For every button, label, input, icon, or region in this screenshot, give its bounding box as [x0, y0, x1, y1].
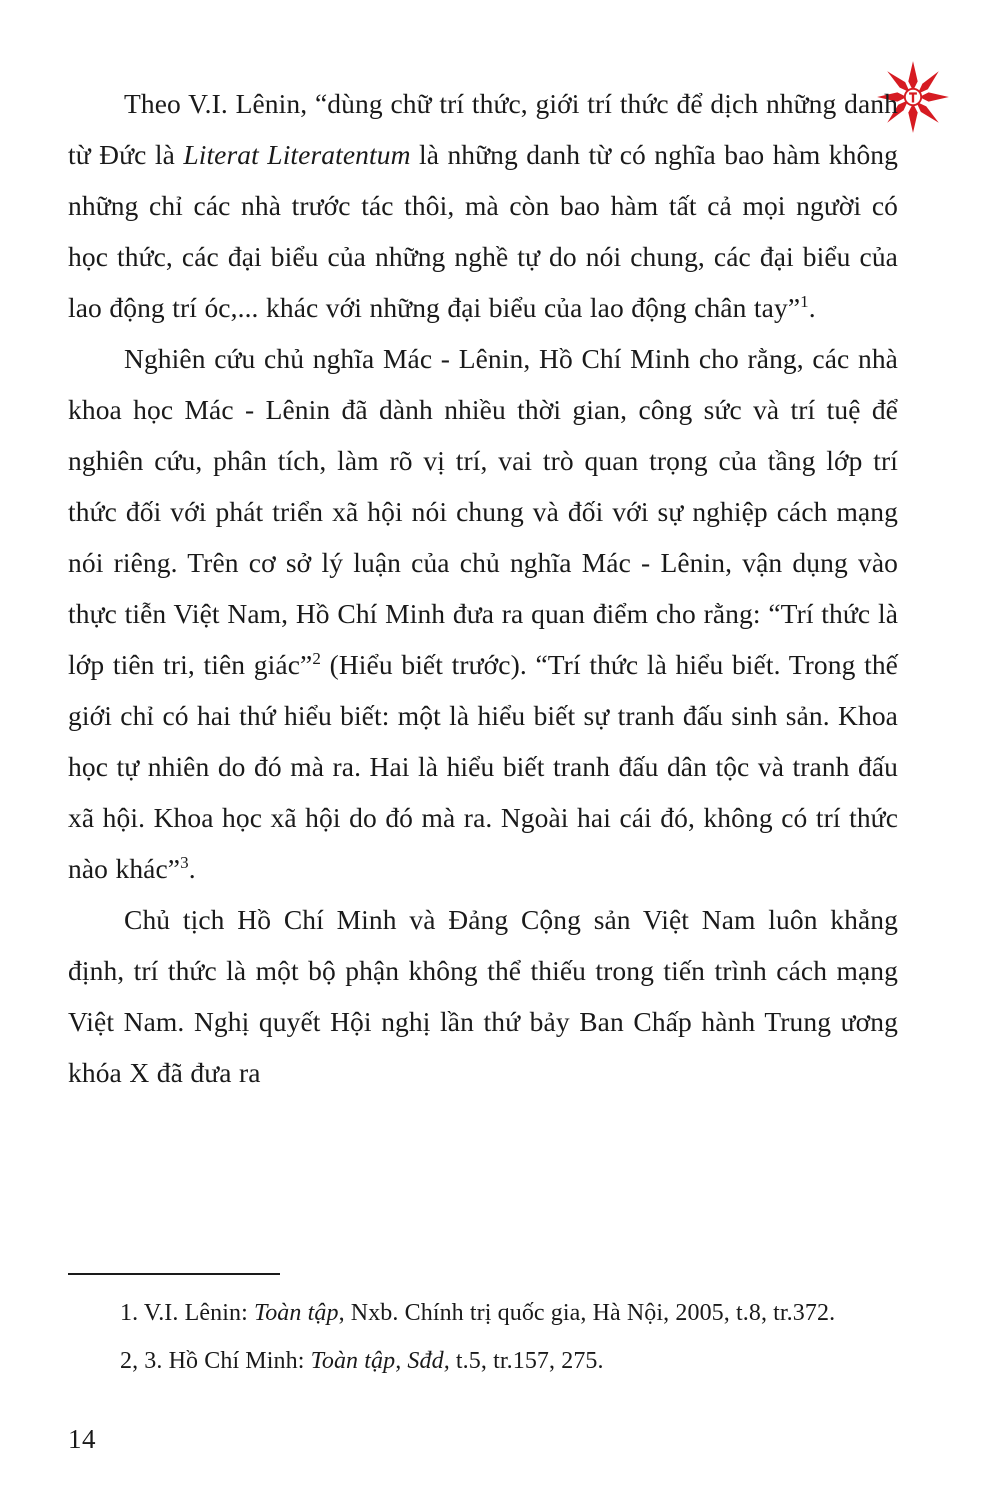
footnote-marker: 3: [180, 852, 189, 872]
text-run: (Hiểu biết trước). “Trí thức là hiểu biết. Trong thế giới chỉ có hai thứ hiểu biết: một là hiểu biết sự tranh đấu sinh sản. Khoa học tự nhiên do đó mà ra. Hai là hiểu biết tranh đấu dân tộc và tranh đấu xã hội. Khoa học xã hội do đó mà ra. Ngoài hai cái đó, không có trí thức nào khác”: [68, 649, 898, 884]
text-run: t.5, tr.157, 275.: [449, 1348, 604, 1374]
text-run: 2, 3. Hồ Chí Minh:: [120, 1348, 311, 1374]
body-content: [68, 78, 898, 1098]
footnote-2: [68, 1341, 898, 1381]
footnote-section: [68, 1273, 898, 1381]
footnote-1: [68, 1293, 898, 1333]
page-number: 14: [68, 1424, 96, 1454]
italic-run: Toàn tập: [253, 1300, 339, 1326]
footnote-marker: 1: [800, 291, 809, 311]
paragraph-1: [68, 78, 898, 333]
footnote-marker: 2: [312, 648, 321, 668]
text-run: 1. V.I. Lênin:: [120, 1300, 254, 1326]
text-run: Nghiên cứu chủ nghĩa Mác - Lênin, Hồ Chí Minh cho rằng, các nhà khoa học Mác - Lênin đã dành nhiều thời gian, công sức và trí tuệ để nghiên cứu, phân tích, làm rõ vị trí, vai trò quan trọng của tầng lớp trí thức đối với phát triển xã hội nói chung và đối với sự nghiệp cách mạng nói riêng. Trên cơ sở lý luận của chủ nghĩa Mác - Lênin, vận dụng vào thực tiễn Việt Nam, Hồ Chí Minh đưa ra quan điểm cho rằng: “Trí thức là lớp tiên tri, tiên giác”: [68, 343, 898, 680]
text-run: .: [808, 292, 816, 323]
paragraph-2: [68, 333, 898, 894]
text-run: .: [188, 853, 196, 884]
italic-run: Toàn tập, Sđd,: [310, 1348, 450, 1374]
text-run: Chủ tịch Hồ Chí Minh và Đảng Cộng sản Việt Nam luôn khẳng định, trí thức là một bộ phận không thể thiếu trong tiến trình cách mạng Việt Nam. Nghị quyết Hội nghị lần thứ bảy Ban Chấp hành Trung ương khóa X đã đưa ra: [68, 904, 898, 1088]
text-run: Theo V.I. Lênin, “dùng chữ trí thức, giới trí thức để dịch những danh từ Đức là: [68, 88, 898, 170]
text-run: , Nxb. Chính trị quốc gia, Hà Nội, 2005, t.8, tr.372.: [338, 1300, 836, 1326]
text-run: là những danh từ có nghĩa bao hàm không những chỉ các nhà trước tác thôi, mà còn bao hàm tất cả mọi người có học thức, các đại biểu của những nghề tự do nói chung, các đại biểu của lao động trí óc,... khác với những đại biểu của lao động chân tay”: [68, 139, 898, 323]
footnote-separator-rule: [68, 1273, 280, 1275]
paragraph-3: [68, 894, 898, 1098]
italic-run: Literat Literatentum: [183, 139, 411, 170]
